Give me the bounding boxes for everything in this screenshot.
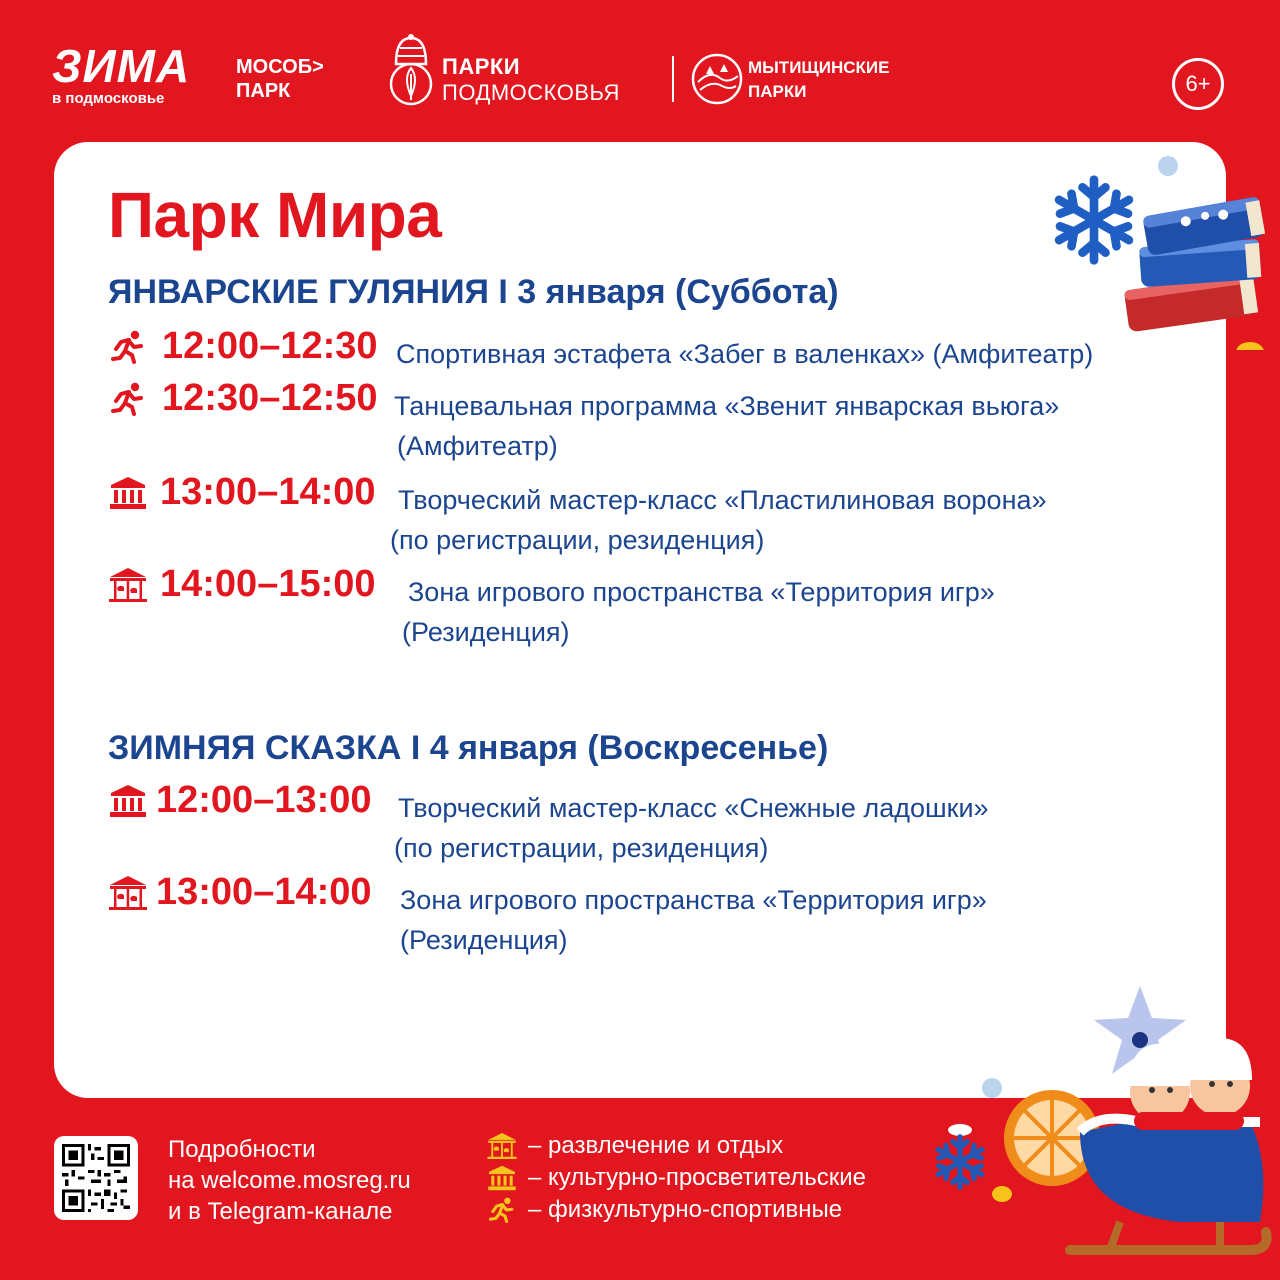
museum-icon bbox=[486, 1165, 518, 1191]
event-description-line2: (Резиденция) bbox=[400, 925, 568, 955]
zima-logo[interactable] bbox=[52, 40, 191, 107]
zima-logo-main: ЗИМА bbox=[52, 40, 191, 92]
event-description: Зона игрового пространства «Территория игр» bbox=[400, 885, 987, 915]
mosoblpark-logo-line1: МОСОБ> bbox=[236, 56, 324, 78]
legend-label: – физкультурно-спортивные bbox=[528, 1196, 843, 1223]
event-time: 14:00–15:00 bbox=[160, 563, 376, 605]
footer-info-line3: и в Telegram-канале bbox=[168, 1198, 393, 1225]
zima-logo-sub: в подмосковье bbox=[52, 90, 165, 107]
event-description: Танцевальная программа «Звенит январская вьюга» bbox=[394, 391, 1060, 421]
event-time: 12:00–13:00 bbox=[156, 779, 372, 821]
event-time: 12:00–12:30 bbox=[162, 325, 378, 367]
footer-info-link[interactable]: на welcome.mosreg.ru bbox=[168, 1167, 411, 1194]
mosoblpark-logo-line2: ПАРК bbox=[236, 80, 291, 102]
runner-icon bbox=[108, 330, 148, 364]
event-description: Творческий мастер-класс «Снежные ладошки» bbox=[398, 793, 989, 823]
event-description-line2: (по регистрации, резиденция) bbox=[390, 525, 765, 555]
mosoblpark-logo[interactable] bbox=[236, 55, 324, 103]
header bbox=[0, 0, 1280, 140]
footer-info-line1: Подробности bbox=[168, 1136, 316, 1163]
runner-icon bbox=[486, 1197, 518, 1223]
mytishchi-logo-line2: ПАРКИ bbox=[748, 82, 807, 101]
carousel-icon bbox=[108, 876, 148, 910]
runner-icon bbox=[108, 382, 148, 416]
parki-logo-line2: ПОДМОСКОВЬЯ bbox=[442, 80, 620, 105]
page-title: Парк Мира bbox=[108, 179, 442, 251]
carousel-icon bbox=[486, 1133, 518, 1159]
qr-code[interactable] bbox=[54, 1136, 138, 1220]
event-time: 13:00–14:00 bbox=[156, 871, 372, 913]
legend-label: – развлечение и отдых bbox=[528, 1132, 784, 1159]
event-description-line2: (Амфитеатр) bbox=[397, 431, 558, 461]
event-description-line2: (Резиденция) bbox=[402, 617, 570, 647]
mytishchi-emblem-icon bbox=[690, 52, 744, 106]
parki-emblem-icon bbox=[386, 34, 436, 110]
event-description: Творческий мастер-класс «Пластилиновая ворона» bbox=[398, 485, 1047, 515]
logo-divider bbox=[672, 56, 674, 102]
event-time: 13:00–14:00 bbox=[160, 471, 376, 513]
books-snowflake-illustration bbox=[1046, 150, 1280, 350]
event-description: Спортивная эстафета «Забег в валенках» (Амфитеатр) bbox=[396, 339, 1094, 369]
museum-icon bbox=[108, 476, 148, 510]
parki-logo-line1: ПАРКИ bbox=[442, 54, 521, 79]
qr-code-icon bbox=[62, 1144, 130, 1212]
section-heading-jan-3: ЯНВАРСКИЕ ГУЛЯНИЯ I 3 января (Суббота) bbox=[108, 273, 839, 311]
event-time: 12:30–12:50 bbox=[162, 377, 378, 419]
carousel-icon bbox=[108, 568, 148, 602]
museum-icon bbox=[108, 784, 148, 818]
age-rating-badge: 6+ bbox=[1172, 58, 1224, 110]
legend-label: – культурно-просветительские bbox=[528, 1164, 866, 1191]
mytishchi-parks-logo[interactable] bbox=[690, 52, 930, 108]
mytishchi-logo-line1: МЫТИЩИНСКИЕ bbox=[748, 58, 890, 77]
event-description-line2: (по регистрации, резиденция) bbox=[394, 833, 769, 863]
section-heading-jan-4: ЗИМНЯЯ СКАЗКА I 4 января (Воскресенье) bbox=[108, 729, 829, 767]
footer-info bbox=[168, 1134, 411, 1227]
event-description: Зона игрового пространства «Территория игр» bbox=[408, 577, 995, 607]
parki-podmoskovya-logo[interactable] bbox=[386, 34, 656, 110]
sleigh-snowmen-illustration bbox=[930, 982, 1280, 1280]
